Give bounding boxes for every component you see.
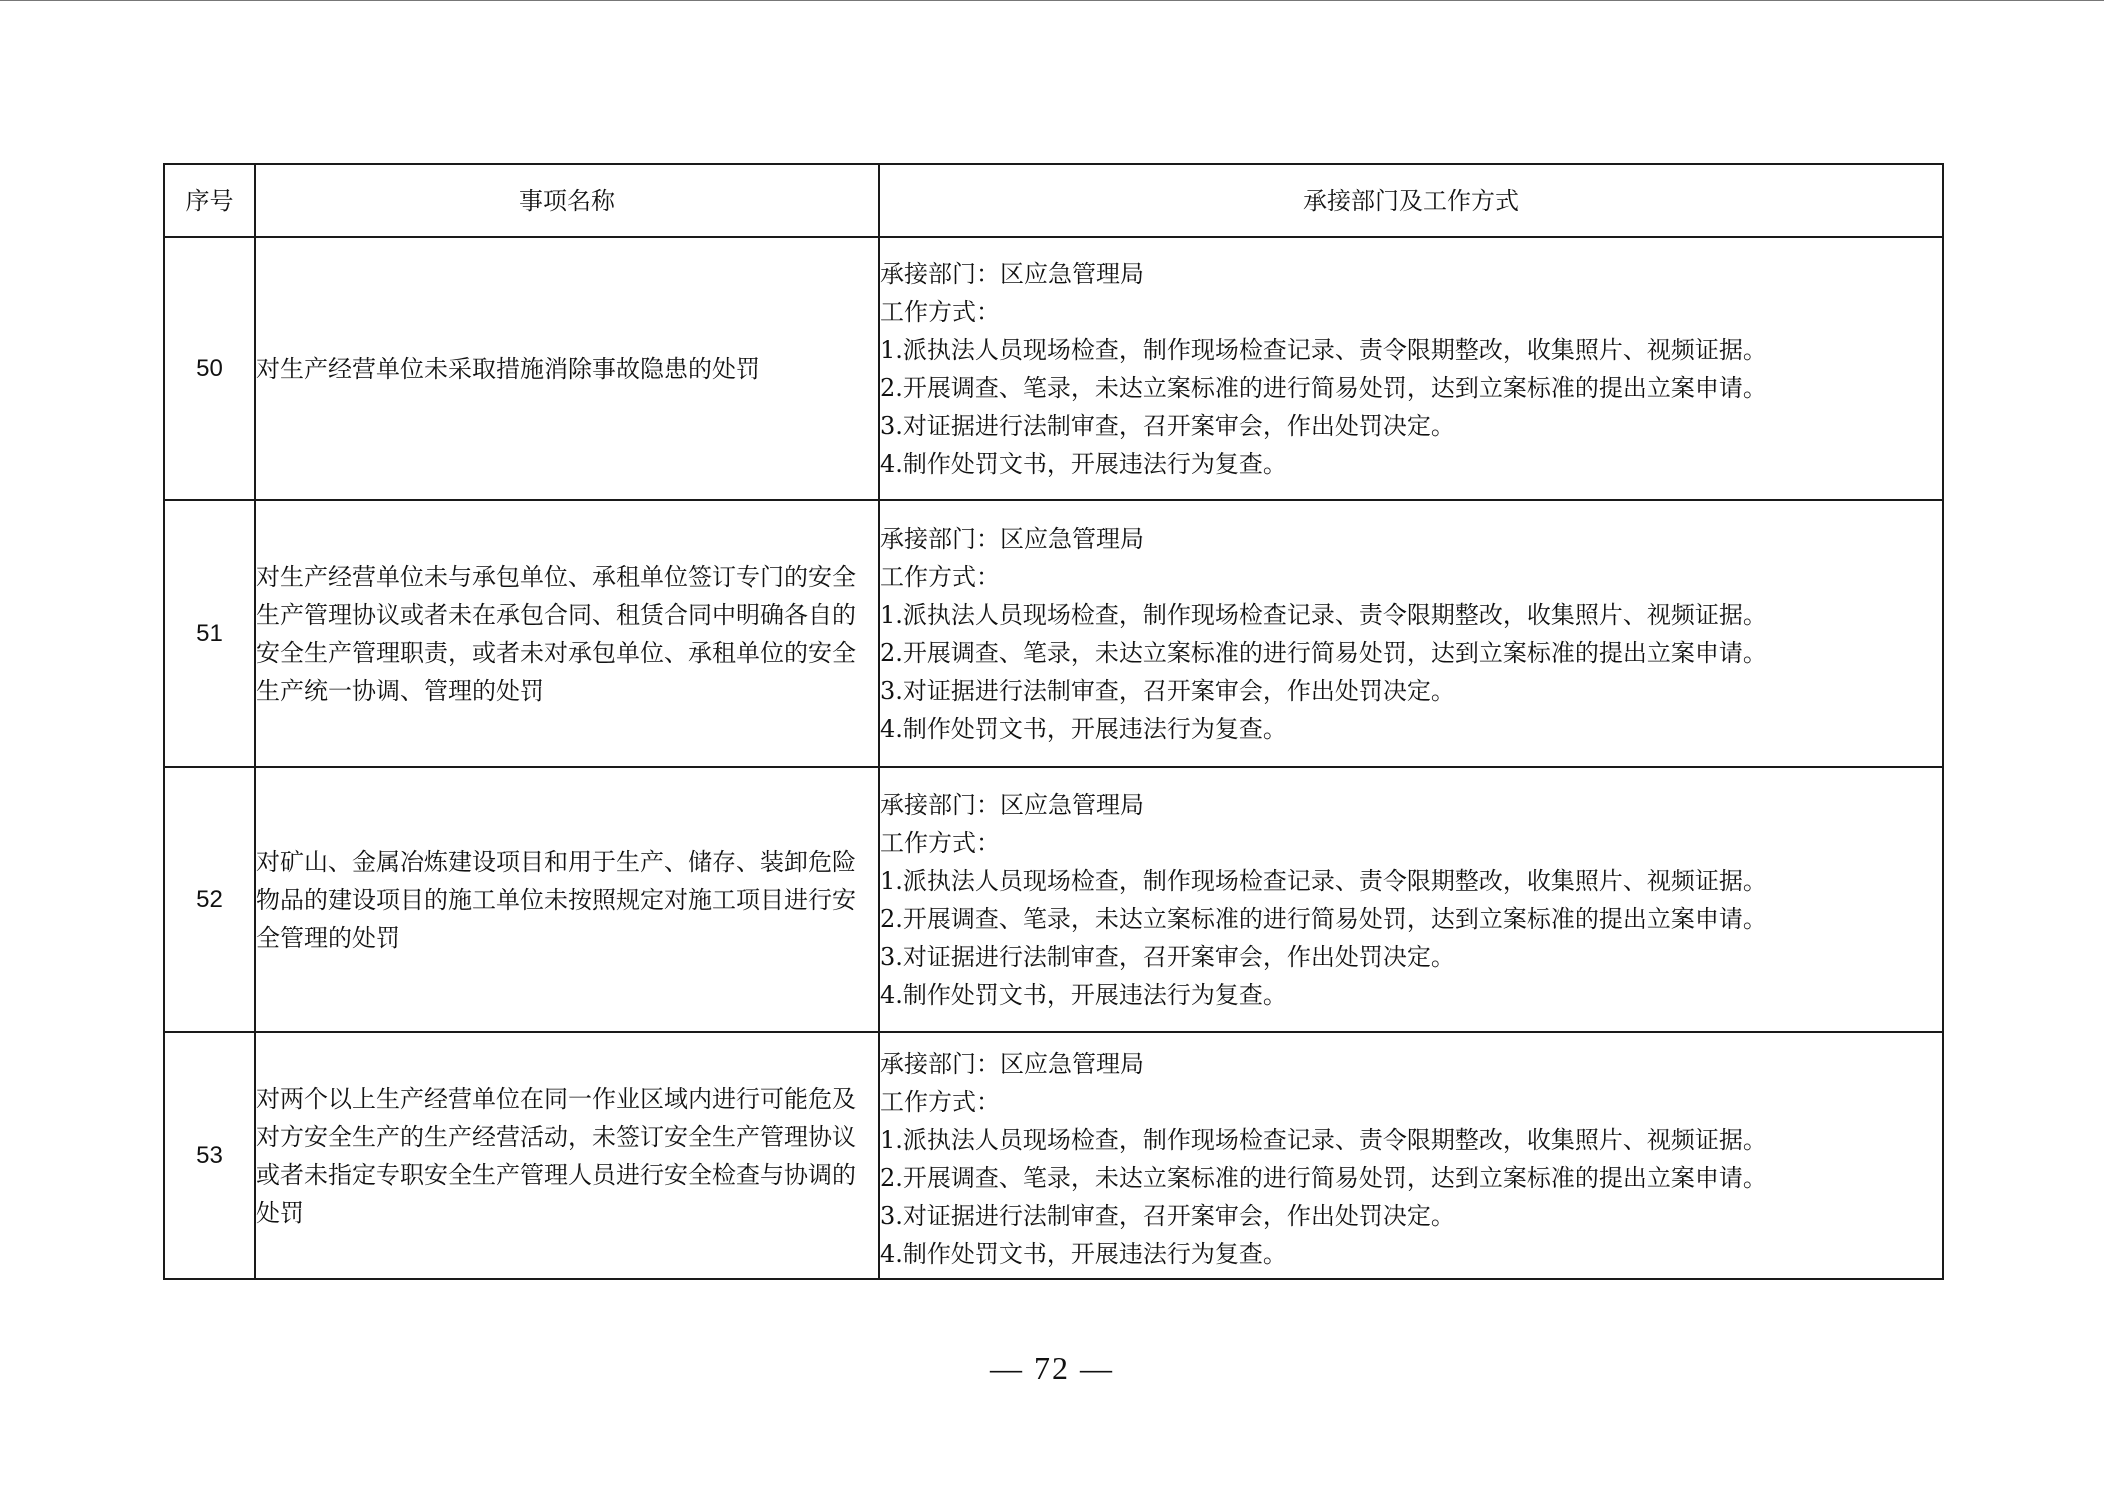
row-item-name: 对生产经营单位未采取措施消除事故隐患的处罚 [255,237,879,500]
dept-line: 承接部门：区应急管理局 [880,790,1144,819]
table-row [164,1032,1943,1279]
dept-line: 工作方式： [880,562,1000,591]
row-serial-number: 52 [164,767,255,1032]
row-department-method [879,1032,1943,1279]
dept-line: 3.对证据进行法制审查，召开案审会，作出处罚决定。 [880,942,1455,971]
dept-line: 4.制作处罚文书，开展违法行为复查。 [880,714,1287,743]
row-item-name: 对生产经营单位未与承包单位、承租单位签订专门的安全生产管理协议或者未在承包合同、租赁合同中明确各自的安全生产管理职责，或者未对承包单位、承租单位的安全生产统一协调、管理的处罚 [255,500,879,767]
page-number: — 72 — [990,1350,1114,1386]
table-row [164,237,1943,500]
row-department-method [879,500,1943,767]
header-department-and-method: 承接部门及工作方式 [879,164,1943,237]
table-row [164,500,1943,767]
dept-line: 工作方式： [880,297,1000,326]
dept-line: 1.派执法人员现场检查，制作现场检查记录、责令限期整改，收集照片、视频证据。 [880,335,1767,364]
row-item-name: 对两个以上生产经营单位在同一作业区域内进行可能危及对方安全生产的生产经营活动，未签订安全生产管理协议或者未指定专职安全生产管理人员进行安全检查与协调的处罚 [255,1032,879,1279]
header-item-name: 事项名称 [255,164,879,237]
dept-line: 3.对证据进行法制审查，召开案审会，作出处罚决定。 [880,676,1455,705]
table-row [164,767,1943,1032]
dept-line: 承接部门：区应急管理局 [880,1049,1144,1078]
row-serial-number: 53 [164,1032,255,1279]
dept-line: 1.派执法人员现场检查，制作现场检查记录、责令限期整改，收集照片、视频证据。 [880,866,1767,895]
page-top-border [0,0,2104,1]
row-serial-number: 51 [164,500,255,767]
dept-line: 3.对证据进行法制审查，召开案审会，作出处罚决定。 [880,1201,1455,1230]
header-row [164,164,1943,237]
row-serial-number: 50 [164,237,255,500]
dept-line: 承接部门：区应急管理局 [880,524,1144,553]
dept-line: 3.对证据进行法制审查，召开案审会，作出处罚决定。 [880,411,1455,440]
dept-line: 2.开展调查、笔录，未达立案标准的进行简易处罚，达到立案标准的提出立案申请。 [880,904,1767,933]
dept-line: 4.制作处罚文书，开展违法行为复查。 [880,1239,1287,1268]
row-department-method [879,767,1943,1032]
dept-line: 2.开展调查、笔录，未达立案标准的进行简易处罚，达到立案标准的提出立案申请。 [880,638,1767,667]
dept-line: 承接部门：区应急管理局 [880,259,1144,288]
table-header [164,164,1943,237]
dept-line: 4.制作处罚文书，开展违法行为复查。 [880,449,1287,478]
dept-line: 工作方式： [880,1087,1000,1116]
dept-line: 2.开展调查、笔录，未达立案标准的进行简易处罚，达到立案标准的提出立案申请。 [880,373,1767,402]
matters-table [163,163,1944,1280]
dept-line: 2.开展调查、笔录，未达立案标准的进行简易处罚，达到立案标准的提出立案申请。 [880,1163,1767,1192]
dept-line: 1.派执法人员现场检查，制作现场检查记录、责令限期整改，收集照片、视频证据。 [880,600,1767,629]
row-department-method [879,237,1943,500]
dept-line: 工作方式： [880,828,1000,857]
table-body [164,237,1943,1279]
dept-line: 4.制作处罚文书，开展违法行为复查。 [880,980,1287,1009]
header-serial-number: 序号 [164,164,255,237]
dept-line: 1.派执法人员现场检查，制作现场检查记录、责令限期整改，收集照片、视频证据。 [880,1125,1767,1154]
row-item-name: 对矿山、金属冶炼建设项目和用于生产、储存、装卸危险物品的建设项目的施工单位未按照规定对施工项目进行安全管理的处罚 [255,767,879,1032]
